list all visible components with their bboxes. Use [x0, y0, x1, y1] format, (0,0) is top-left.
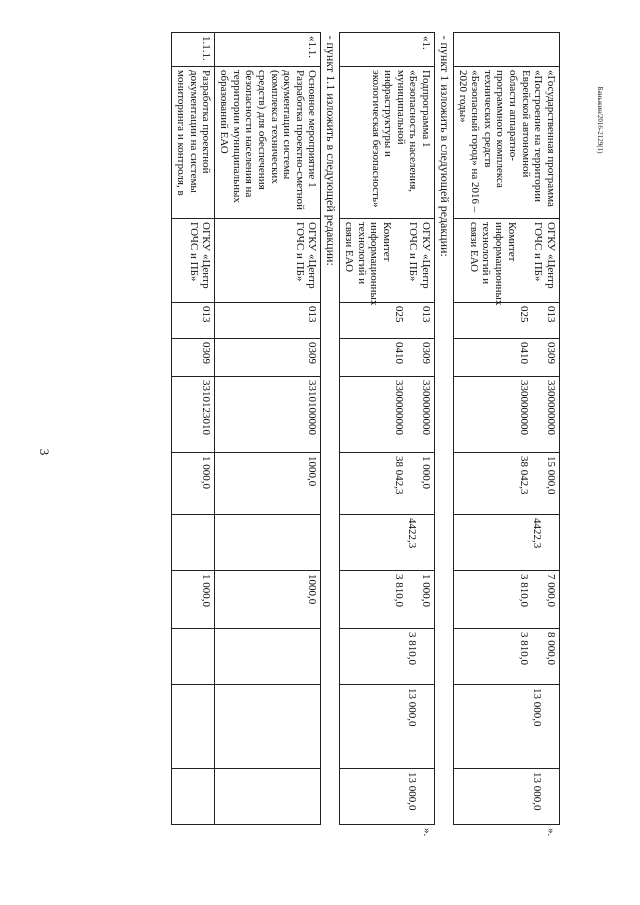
document-code: Баньжин/2016-2129(1) — [596, 86, 604, 154]
executor-cell — [172, 219, 215, 303]
row-number-cell: «1.1. — [215, 33, 321, 67]
year-2019-value: 13 000,0 — [406, 688, 419, 727]
executor-cell — [215, 219, 321, 303]
row-number-cell: 1.1.1. — [172, 33, 215, 67]
year-2018-cell — [340, 629, 435, 685]
csr-code-value: 3300000000 — [545, 380, 557, 435]
year-2017-value: 3 810,0 — [393, 574, 406, 607]
total-amount-value: 38 042,3 — [518, 456, 531, 495]
csr-code-cell — [172, 377, 215, 453]
csr-code-cell — [215, 377, 321, 453]
rzpr-code-value: 0410 — [393, 342, 406, 364]
year-2017-value: 7 000,0 — [545, 574, 557, 607]
year-2017-value: 1000,0 — [306, 574, 319, 605]
grbs-code-value: 025 — [393, 306, 406, 323]
year-2019-cell — [172, 685, 215, 769]
grbs-code-value: 013 — [200, 306, 213, 323]
total-amount-value: 15 000,0 — [545, 456, 557, 495]
grbs-code-cell — [340, 303, 435, 339]
rzpr-code-value: 0309 — [200, 342, 213, 364]
csr-code-value: 3300000000 — [420, 380, 433, 435]
csr-code-value: 3310100000 — [306, 380, 319, 435]
year-2018-cell — [453, 629, 559, 685]
rzpr-code-value: 0410 — [518, 342, 531, 364]
closing-quote-cell — [215, 825, 321, 869]
executor-cell — [340, 219, 435, 306]
year-2016-value: 4422,3 — [406, 518, 419, 549]
grbs-code-cell — [172, 303, 215, 339]
total-amount-cell — [172, 453, 215, 515]
year-2018-cell — [172, 629, 215, 685]
year-2018-value: 8 000,0 — [545, 632, 557, 665]
grbs-code-cell — [453, 303, 559, 339]
year-2018-value: 3 810,0 — [518, 632, 531, 665]
year-2016-cell — [215, 515, 321, 571]
year-2020-cell — [172, 769, 215, 825]
executor-value: ОГКУ «Центр ГОЧС и ПБ» — [293, 222, 319, 289]
grbs-code-value: 013 — [420, 306, 433, 323]
total-amount-value: 1 000,0 — [420, 456, 433, 489]
executor-value: Комитет информационных технологий и связи ЕАО — [467, 222, 518, 306]
year-2019-cell — [453, 685, 559, 769]
total-amount-cell — [453, 453, 559, 515]
csr-code-cell — [453, 377, 559, 453]
year-2020-cell — [453, 769, 559, 825]
executor-value: ОГКУ «Центр ГОЧС и ПБ» — [532, 222, 557, 289]
year-2019-cell — [215, 685, 321, 769]
page-number: 3 — [37, 448, 52, 456]
grbs-code-value: 013 — [545, 306, 557, 323]
year-2017-cell — [215, 571, 321, 629]
table-row — [172, 33, 215, 869]
row-number-cell — [453, 33, 559, 67]
csr-code-value: 3310123010 — [200, 380, 213, 435]
grbs-code-value: 025 — [518, 306, 531, 323]
total-amount-value: 1 000,0 — [200, 456, 213, 489]
year-2018-cell — [215, 629, 321, 685]
closing-quote-cell: ». — [545, 828, 558, 837]
rzpr-code-cell — [340, 339, 435, 377]
year-2016-cell — [172, 515, 215, 571]
csr-code-value: 3300000000 — [393, 380, 406, 435]
year-2017-cell — [453, 571, 559, 629]
instruction-row — [435, 33, 454, 869]
year-2019-cell — [340, 685, 435, 769]
executor-value: ОГКУ «Центр ГОЧС и ПБ» — [407, 222, 433, 289]
year-2017-cell — [340, 571, 435, 629]
year-2017-value: 1 000,0 — [420, 574, 433, 607]
closing-quote-cell: ». — [420, 828, 433, 837]
item-name-cell: Подпрограмма 1 «Безопасность населения, муниципальной инфраструктуры и экологическая безопасность» — [340, 67, 435, 219]
rotated-table-area — [80, 32, 560, 872]
table-row — [215, 33, 321, 869]
table-row — [340, 33, 435, 869]
rzpr-code-value: 0309 — [545, 342, 557, 364]
rzpr-code-cell — [172, 339, 215, 377]
year-2020-cell — [340, 769, 435, 825]
year-2016-cell — [453, 515, 559, 571]
rzpr-code-value: 0309 — [420, 342, 433, 364]
rzpr-code-value: 0309 — [306, 342, 319, 364]
year-2018-value: 3 810,0 — [406, 632, 419, 665]
year-2017-cell — [172, 571, 215, 629]
total-amount-value: 1000,0 — [306, 456, 319, 487]
instruction-text: - пункт 1 изложить в следующей редакции: — [437, 35, 452, 257]
year-2017-value: 3 810,0 — [518, 574, 531, 607]
table-row — [453, 33, 559, 869]
item-name-cell: Основное мероприятие 1 Разработка проектно-сметной документации системы (комплекса технических средств) для обеспечения безопасности населения на территории муниципальных образований ЕАО — [215, 67, 321, 219]
year-2020-value: 13 000,0 — [406, 772, 419, 811]
csr-code-value: 3300000000 — [518, 380, 531, 435]
year-2017-value: 1 000,0 — [200, 574, 213, 607]
item-name-cell: «Государственная программа «Построение на территории Еврейской автономной области аппаратно-программного комплекса технических средств «Безопасный город» на 2016 – 2020 годы» — [453, 67, 559, 219]
total-amount-value: 38 042,3 — [393, 456, 406, 495]
total-amount-cell — [215, 453, 321, 515]
year-2016-cell — [340, 515, 435, 571]
year-2020-cell — [215, 769, 321, 825]
year-2016-value: 4422,3 — [531, 518, 543, 549]
executor-value: ОГКУ «Центр ГОЧС и ПБ» — [187, 222, 213, 289]
year-2020-value: 13 000,0 — [531, 772, 543, 811]
closing-quote-cell — [172, 825, 215, 869]
year-2019-value: 13 000,0 — [531, 688, 543, 727]
grbs-code-value: 013 — [306, 306, 319, 323]
executor-value: Комитет информационных технологий и связи ЕАО — [342, 222, 393, 306]
csr-code-cell — [340, 377, 435, 453]
grbs-code-cell — [215, 303, 321, 339]
rzpr-code-cell — [453, 339, 559, 377]
executor-cell — [453, 219, 559, 306]
instruction-row — [321, 33, 340, 869]
total-amount-cell — [340, 453, 435, 515]
item-name-cell: Разработка проектной документации на системы мониторинга и контроля, в — [172, 67, 215, 219]
row-number-cell: «1. — [340, 33, 435, 67]
rzpr-code-cell — [215, 339, 321, 377]
instruction-text: - пункт 1.1 изложить в следующей редакции: — [324, 35, 339, 266]
budget-table — [171, 32, 560, 869]
